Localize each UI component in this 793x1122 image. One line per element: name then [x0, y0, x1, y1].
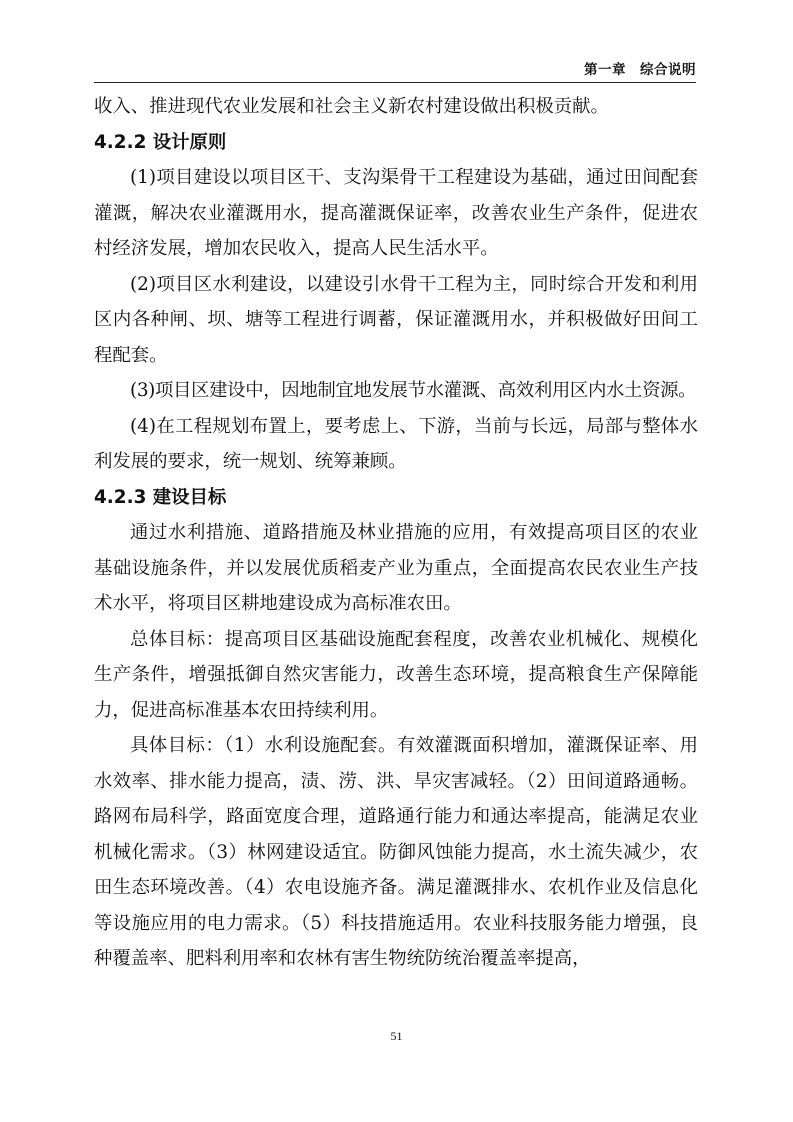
- page-body: [94, 89, 698, 977]
- running-header: [94, 54, 696, 83]
- header-title: 综合说明: [640, 62, 696, 78]
- principle-paragraph-1: (1)项目建设以项目区干、支沟渠骨干工程建设为基础，通过田间配套灌溉，解决农业灌溉用水，提高灌溉保证率，改善农业生产条件，促进农村经济发展，增加农民收入，提高人民生活水平。: [94, 167, 698, 259]
- section-heading-construction-goals: 4.2.3 建设目标: [94, 486, 227, 508]
- goal-paragraph-overall: 总体目标：提高项目区基础设施配套程度，改善农业机械化、规模化生产条件，增强抵御自然灾害能力，改善生态环境，提高粮食生产保障能力，促进高标准基本农田持续利用。: [94, 628, 698, 721]
- header-chapter: 第一章: [584, 62, 626, 78]
- page-number: 51: [390, 1029, 403, 1043]
- section-heading-design-principles: 4.2.2 设计原则: [94, 131, 227, 153]
- header-text: [584, 58, 696, 78]
- principle-paragraph-2: (2)项目区水利建设，以建设引水骨干工程为主，同时综合开发和利用区内各种闸、坝、塘等工程进行调蓄，保证灌溉用水，并积极做好田间工程配套。: [94, 273, 698, 366]
- principle-paragraph-4: (4)在工程规划布置上，要考虑上、下游，当前与长远，局部与整体水利发展的要求，统一规划、统筹兼顾。: [94, 415, 698, 472]
- principle-paragraph-3: (3)项目区建设中，因地制宜地发展节水灌溉、高效利用区内水土资源。: [130, 380, 697, 401]
- intro-tail-paragraph: 收入、推进现代农业发展和社会主义新农村建设做出积极贡献。: [94, 96, 609, 117]
- goal-paragraph-1: 通过水利措施、道路措施及林业措施的应用，有效提高项目区的农业基础设施条件，并以发展优质稻麦产业为重点，全面提高农民农业生产技术水平，将项目区耕地建设成为高标准农田。: [94, 522, 698, 614]
- goal-paragraph-specific: 具体目标：（1）水利设施配套。有效灌溉面积增加，灌溉保证率、用水效率、排水能力提高，渍、涝、洪、旱灾害减轻。（2）田间道路通畅。路网布局科学，路面宽度合理，道路通行能力和通达率提高，能满足农业机械化需求。（3）林网建设适宜。防御风蚀能力提高，水土流失减少，农田生态环境改善。（4）农电设施齐备。满足灌溉排水、农机作业及信息化等设施应用的电力需求。（5）科技措施适用。农业科技服务能力增强，良种覆盖率、肥料利用率和农林有害生物统防统治覆盖率提高，: [94, 735, 698, 969]
